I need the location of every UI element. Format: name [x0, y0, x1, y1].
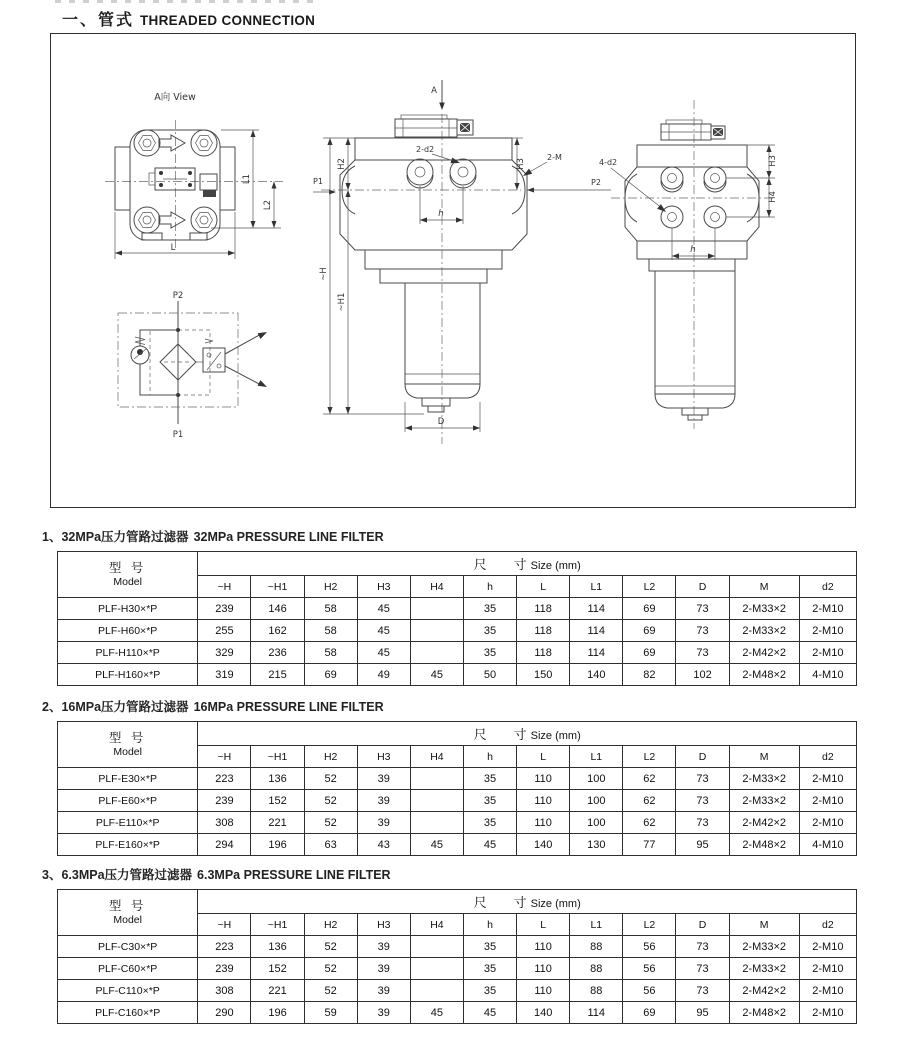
dim-cell: 95: [676, 1002, 729, 1024]
dim-l1-label: L1: [242, 173, 252, 185]
table-row: [58, 664, 857, 686]
dim-d-label: D: [437, 417, 445, 427]
dim-cell: 2-M33×2: [729, 958, 799, 980]
dim-cell: 2-M42×2: [729, 642, 799, 664]
dim-cell: 2-M42×2: [729, 812, 799, 834]
table-row: [58, 834, 857, 856]
dim-cell: 73: [676, 620, 729, 642]
dim-cell: 150: [517, 664, 570, 686]
section-title-cn: 3、6.3MPa压力管路过滤器: [42, 868, 193, 882]
dim-cell: 4-M10: [799, 834, 856, 856]
dim-cell: 69: [304, 664, 357, 686]
differential-indicator: [661, 120, 725, 140]
dim-cell: 45: [410, 664, 463, 686]
dim-cell: 73: [676, 936, 729, 958]
dim-cell: 88: [570, 936, 623, 958]
dim-cell: 69: [623, 1002, 676, 1024]
size-table-32mpa: [57, 551, 857, 686]
model-header: 型 号 Model: [58, 890, 198, 936]
dim-h-label: ~H: [319, 267, 329, 281]
model-cell: PLF-E110×*P: [58, 812, 198, 834]
dim-cell: 196: [251, 834, 304, 856]
dim-cell: 35: [463, 936, 516, 958]
holes-2-d2-label: 2-d2: [416, 145, 435, 154]
size-table-6-3mpa: [57, 889, 857, 1024]
filter-bowl: [405, 283, 480, 412]
dim-cell: 39: [357, 812, 410, 834]
differential-indicator: [395, 115, 473, 137]
dim-cell: 140: [517, 1002, 570, 1024]
dim-cell: [410, 642, 463, 664]
dim-cell: 45: [357, 620, 410, 642]
dim-cell: 39: [357, 958, 410, 980]
dim-cell: [410, 790, 463, 812]
column-header-row: ~H ~H1 H2 H3 H4 h L L1 L2 D M d2: [58, 914, 857, 936]
dim-cell: 82: [623, 664, 676, 686]
page-title: [62, 7, 315, 30]
dim-cell: 45: [410, 834, 463, 856]
dim-cell: 35: [463, 958, 516, 980]
dim-cell: 110: [517, 790, 570, 812]
pressure-indicator-top: [149, 168, 217, 197]
dim-h3-label: H3: [516, 158, 526, 170]
dim-cell: 52: [304, 936, 357, 958]
section-6-3mpa: [42, 865, 857, 1024]
dim-cell: 35: [463, 790, 516, 812]
dim-cell: 2-M33×2: [729, 936, 799, 958]
front-view-drawing: [313, 80, 611, 444]
dim-cell: 73: [676, 598, 729, 620]
section-title-en: 16MPa PRESSURE LINE FILTER: [193, 700, 384, 714]
dim-cell: 49: [357, 664, 410, 686]
dim-cell: 118: [517, 598, 570, 620]
table-row: [58, 958, 857, 980]
dim-cell: 52: [304, 812, 357, 834]
dim-cell: 73: [676, 980, 729, 1002]
dim-cell: 114: [570, 598, 623, 620]
bolt-holes-front-view: [407, 159, 476, 188]
dim-cell: 59: [304, 1002, 357, 1024]
section-title-cn: 2、16MPa压力管路过滤器: [42, 700, 189, 714]
dim-cell: 58: [304, 598, 357, 620]
dim-h1-label: ~H1: [337, 292, 347, 312]
size-header: 尺 寸 Size (mm): [198, 890, 857, 914]
dim-cell: 39: [357, 980, 410, 1002]
model-cell: PLF-C60×*P: [58, 958, 198, 980]
dim-cell: 39: [357, 1002, 410, 1024]
dim-cell: 100: [570, 768, 623, 790]
model-header: 型 号 Model: [58, 722, 198, 768]
dim-l-label: L: [170, 243, 176, 253]
port-p2-label: P2: [172, 291, 184, 301]
dim-cell: 2-M10: [799, 598, 856, 620]
section-title-en: 32MPa PRESSURE LINE FILTER: [193, 530, 384, 544]
dim-cell: 110: [517, 812, 570, 834]
dim-cell: 136: [251, 768, 304, 790]
technical-drawings: [51, 34, 854, 506]
column-header-row: ~H ~H1 H2 H3 H4 h L L1 L2 D M d2: [58, 576, 857, 598]
bypass-valve-symbol: [131, 330, 178, 395]
section-title: [42, 697, 857, 715]
dim-cell: 4-M10: [799, 664, 856, 686]
bolt-holes-4: [661, 167, 726, 228]
top-view-drawing: [105, 91, 283, 259]
table-row: [58, 620, 857, 642]
dim-cell: 39: [357, 790, 410, 812]
dim-cell: 35: [463, 598, 516, 620]
page-top-scan-artifact: [55, 0, 315, 3]
dim-cell: 56: [623, 980, 676, 1002]
dim-cell: [410, 980, 463, 1002]
dim-cell: 52: [304, 980, 357, 1002]
dim-cell: 319: [198, 664, 251, 686]
dim-cell: 136: [251, 936, 304, 958]
model-header: 型 号 Model: [58, 552, 198, 598]
dim-cell: 2-M48×2: [729, 664, 799, 686]
dim-cell: 69: [623, 598, 676, 620]
dim-cell: 308: [198, 980, 251, 1002]
size-table-16mpa: [57, 721, 857, 856]
dim-cell: 152: [251, 790, 304, 812]
thread-2-m-label: 2-M: [547, 153, 562, 162]
dim-cell: 45: [410, 1002, 463, 1024]
dim-cell: 35: [463, 768, 516, 790]
dim-cell: 2-M10: [799, 642, 856, 664]
view-a-label: A向 View: [154, 92, 196, 103]
dim-cell: 73: [676, 642, 729, 664]
dim-cell: 58: [304, 620, 357, 642]
model-cell: PLF-E30×*P: [58, 768, 198, 790]
dim-cell: 69: [623, 620, 676, 642]
dim-cell: 69: [623, 642, 676, 664]
dim-cell: 2-M10: [799, 812, 856, 834]
dim-cell: 63: [304, 834, 357, 856]
section-title-cn: 1、32MPa压力管路过滤器: [42, 530, 189, 544]
section-title: [42, 527, 857, 545]
dim-cell: 223: [198, 768, 251, 790]
dim-cell: 73: [676, 958, 729, 980]
dim-cell: 110: [517, 768, 570, 790]
flow-arrow-icon: [159, 212, 185, 228]
dim-cell: 2-M10: [799, 980, 856, 1002]
dim-cell: 236: [251, 642, 304, 664]
dim-cell: 45: [357, 598, 410, 620]
dim-cell: 130: [570, 834, 623, 856]
size-header: 尺 寸 Size (mm): [198, 552, 857, 576]
table-row: [58, 642, 857, 664]
port-p1-label: P1: [313, 177, 323, 186]
dim-cell: 140: [517, 834, 570, 856]
dim-cell: 239: [198, 790, 251, 812]
dim-cell: 73: [676, 790, 729, 812]
dim-hole-pitch-label: h: [438, 209, 444, 219]
pressure-switch-symbol: [196, 332, 267, 387]
dim-cell: 2-M10: [799, 958, 856, 980]
dim-cell: 52: [304, 790, 357, 812]
dim-cell: 2-M10: [799, 620, 856, 642]
dim-cell: 255: [198, 620, 251, 642]
dim-cell: 114: [570, 642, 623, 664]
model-cell: PLF-E160×*P: [58, 834, 198, 856]
page-title-en: THREADED CONNECTION: [140, 13, 316, 28]
dim-cell: [410, 620, 463, 642]
model-cell: PLF-C30×*P: [58, 936, 198, 958]
section-16mpa: [42, 697, 857, 856]
table-row: [58, 936, 857, 958]
dim-cell: 2-M42×2: [729, 980, 799, 1002]
dim-cell: 239: [198, 598, 251, 620]
dim-cell: 100: [570, 790, 623, 812]
dim-h4-label: H4: [768, 191, 778, 203]
dim-cell: 102: [676, 664, 729, 686]
dim-cell: 88: [570, 980, 623, 1002]
dim-cell: 2-M33×2: [729, 790, 799, 812]
table-row: [58, 790, 857, 812]
section-title-en: 6.3MPa PRESSURE LINE FILTER: [197, 868, 391, 882]
dim-cell: 2-M10: [799, 768, 856, 790]
dim-cell: 52: [304, 768, 357, 790]
dim-cell: 140: [570, 664, 623, 686]
dim-cell: 114: [570, 620, 623, 642]
size-header: 尺 寸 Size (mm): [198, 722, 857, 746]
dim-cell: 62: [623, 812, 676, 834]
dim-cell: 2-M33×2: [729, 620, 799, 642]
front-view-4hole-drawing: [599, 100, 778, 429]
page-title-cn: 一、管式: [62, 12, 135, 29]
filter-bowl: [655, 271, 735, 420]
dim-cell: 223: [198, 936, 251, 958]
dim-l2-label: L2: [263, 199, 273, 211]
dim-cell: [410, 958, 463, 980]
dim-h2-label: H2: [337, 158, 347, 170]
dim-cell: 39: [357, 936, 410, 958]
dim-cell: 77: [623, 834, 676, 856]
dim-cell: [410, 812, 463, 834]
flow-arrow-icon: [159, 135, 185, 151]
dim-cell: 62: [623, 790, 676, 812]
dim-cell: 152: [251, 958, 304, 980]
section-a-label: A: [431, 86, 437, 96]
dim-cell: 56: [623, 958, 676, 980]
dim-cell: 2-M48×2: [729, 1002, 799, 1024]
model-cell: PLF-H30×*P: [58, 598, 198, 620]
section-title: [42, 865, 857, 883]
dim-cell: 43: [357, 834, 410, 856]
column-header-row: ~H ~H1 H2 H3 H4 h L L1 L2 D M d2: [58, 746, 857, 768]
model-cell: PLF-H110×*P: [58, 642, 198, 664]
table-row: [58, 812, 857, 834]
dim-cell: 239: [198, 958, 251, 980]
dim-cell: 308: [198, 812, 251, 834]
model-cell: PLF-E60×*P: [58, 790, 198, 812]
dim-cell: 45: [463, 834, 516, 856]
table-row: [58, 1002, 857, 1024]
model-cell: PLF-C110×*P: [58, 980, 198, 1002]
dim-cell: 56: [623, 936, 676, 958]
dim-cell: 114: [570, 1002, 623, 1024]
model-cell: PLF-C160×*P: [58, 1002, 198, 1024]
dim-cell: 146: [251, 598, 304, 620]
dim-cell: 329: [198, 642, 251, 664]
dim-cell: 2-M33×2: [729, 598, 799, 620]
dim-cell: [410, 598, 463, 620]
dim-cell: 221: [251, 812, 304, 834]
dim-cell: 110: [517, 958, 570, 980]
technical-drawing-panel: [50, 33, 856, 508]
dim-cell: 95: [676, 834, 729, 856]
dim-cell: 221: [251, 980, 304, 1002]
dim-cell: 110: [517, 936, 570, 958]
dim-cell: 215: [251, 664, 304, 686]
dim-cell: 45: [463, 1002, 516, 1024]
holes-4-d2-label: 4-d2: [599, 158, 618, 167]
dim-cell: 2-M10: [799, 936, 856, 958]
dim-cell: 290: [198, 1002, 251, 1024]
dim-cell: 2-M10: [799, 1002, 856, 1024]
dim-cell: 62: [623, 768, 676, 790]
dim-cell: 2-M10: [799, 790, 856, 812]
dim-cell: 35: [463, 812, 516, 834]
dim-cell: 196: [251, 1002, 304, 1024]
hydraulic-symbol-drawing: [118, 291, 267, 440]
dim-cell: [410, 936, 463, 958]
dim-cell: 162: [251, 620, 304, 642]
dim-cell: 2-M48×2: [729, 834, 799, 856]
port-p1-label: P1: [172, 430, 184, 440]
dim-cell: 52: [304, 958, 357, 980]
dim-cell: 118: [517, 642, 570, 664]
dim-hole-pitch-label: h: [690, 245, 696, 255]
table-row: [58, 980, 857, 1002]
port-p2-label: P2: [591, 178, 601, 187]
dim-cell: 294: [198, 834, 251, 856]
dim-cell: 73: [676, 768, 729, 790]
dim-cell: 100: [570, 812, 623, 834]
dim-cell: [410, 768, 463, 790]
dim-cell: 35: [463, 642, 516, 664]
dim-h3-label: H3: [768, 155, 778, 167]
model-cell: PLF-H160×*P: [58, 664, 198, 686]
dim-cell: 73: [676, 812, 729, 834]
dim-cell: 110: [517, 980, 570, 1002]
table-row: [58, 768, 857, 790]
dim-cell: 39: [357, 768, 410, 790]
section-32mpa: [42, 527, 857, 686]
dim-cell: 2-M33×2: [729, 768, 799, 790]
table-row: [58, 598, 857, 620]
dim-cell: 45: [357, 642, 410, 664]
dim-cell: 88: [570, 958, 623, 980]
dim-cell: 58: [304, 642, 357, 664]
model-cell: PLF-H60×*P: [58, 620, 198, 642]
dim-cell: 35: [463, 980, 516, 1002]
dim-cell: 118: [517, 620, 570, 642]
dim-cell: 35: [463, 620, 516, 642]
dim-cell: 50: [463, 664, 516, 686]
